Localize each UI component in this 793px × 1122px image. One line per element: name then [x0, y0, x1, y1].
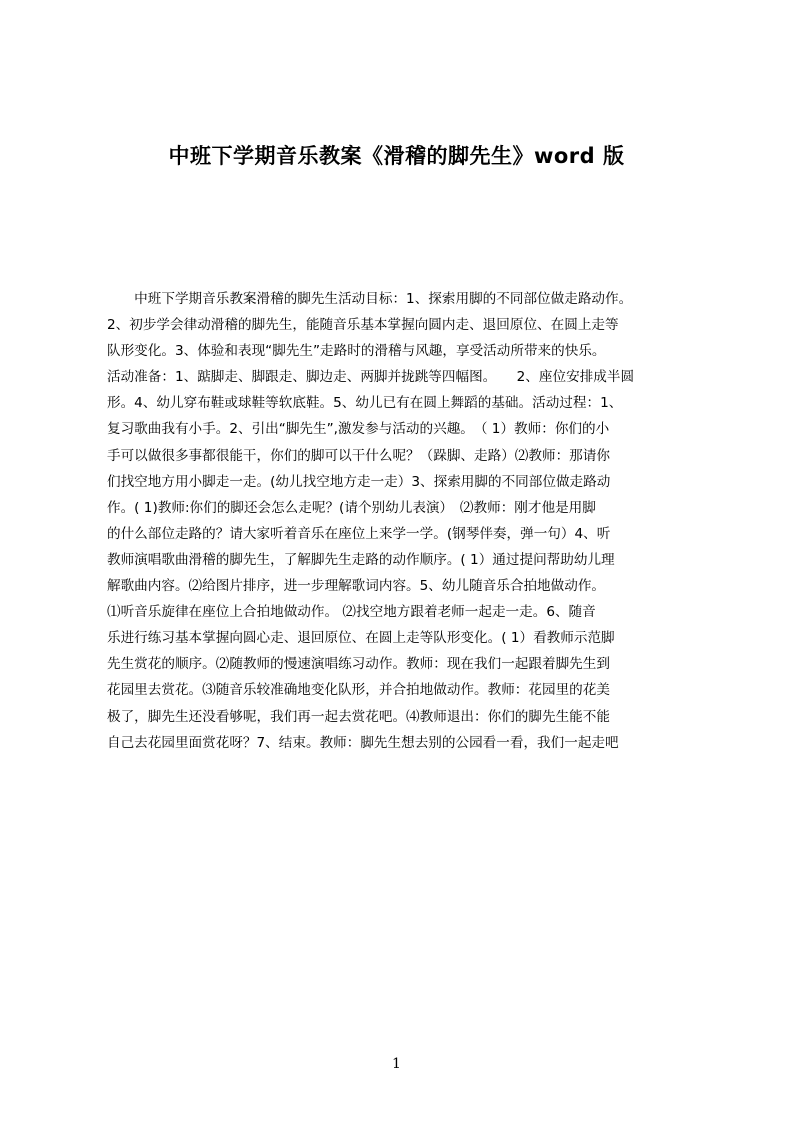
body-line: 自己去花园里面赏花呀？7、结束。教师：脚先生想去别的公园看一看，我们一起走吧: [107, 734, 619, 751]
body-line: 2、初步学会律动滑稽的脚先生，能随音乐基本掌握向圆内走、退回原位、在圆上走等: [107, 317, 619, 334]
document-title: 中班下学期音乐教案《滑稽的脚先生》word 版: [168, 144, 625, 168]
body-line: 乐进行练习基本掌握向圆心走、退回原位、在圆上走等队形变化。( 1）看教师示范脚: [107, 630, 615, 647]
body-line: 教师演唱歌曲滑稽的脚先生，了解脚先生走路的动作顺序。( 1）通过提问帮助幼儿理: [107, 551, 615, 568]
body-line: 复习歌曲我有小手。2、引出“脚先生”,激发参与活动的兴趣。 （ 1）教师：你们的小: [107, 421, 610, 438]
body-line: 活动准备：1、踮脚走、脚跟走、脚边走、两脚并拢跳等四幅图。 2、座位安排成半圆: [107, 369, 635, 386]
body-line: 作。( 1)教师:你们的脚还会怎么走呢？(请个别幼儿表演） ⑵教师：刚才他是用脚: [107, 499, 596, 516]
document-body: [107, 286, 705, 756]
body-line: 极了，脚先生还没看够呢，我们再一起去赏花吧。⑷教师退出：你们的脚先生能不能: [107, 708, 610, 725]
body-line: 的什么部位走路的？请大家听着音乐在座位上来学一学。(钢琴伴奏，弹一句）4、听: [107, 525, 611, 542]
body-line: 先生赏花的顺序。⑵随教师的慢速演唱练习动作。教师：现在我们一起跟着脚先生到: [107, 656, 610, 673]
body-line: 解歌曲内容。⑵给图片排序，进一步理解歌词内容。5、幼儿随音乐合拍地做动作。: [107, 578, 606, 595]
body-line: ⑴听音乐旋律在座位上合拍地做动作。 ⑵找空地方跟着老师一起走一走。6、随音: [107, 604, 596, 621]
page-number: 1: [392, 1056, 401, 1072]
body-line: 队形变化。3、体验和表现“脚先生”走路时的滑稽与风趣，享受活动所带来的快乐。: [107, 343, 606, 360]
body-line: 们找空地方用小脚走一走。(幼儿找空地方走一走）3、探索用脚的不同部位做走路动: [107, 473, 611, 490]
body-line: 中班下学期音乐教案滑稽的脚先生活动目标：1、探索用脚的不同部位做走路动作。: [107, 291, 633, 307]
body-line: 花园里去赏花。⑶随音乐较准确地变化队形，并合拍地做动作。教师：花园里的花美: [107, 682, 610, 699]
body-line: 手可以做很多事都很能干，你们的脚可以干什么呢？（跺脚、走路）⑵教师：那请你: [107, 447, 610, 464]
body-line: 形。4、幼儿穿布鞋或球鞋等软底鞋。5、幼儿已有在圆上舞蹈的基础。活动过程：1、: [107, 395, 623, 412]
